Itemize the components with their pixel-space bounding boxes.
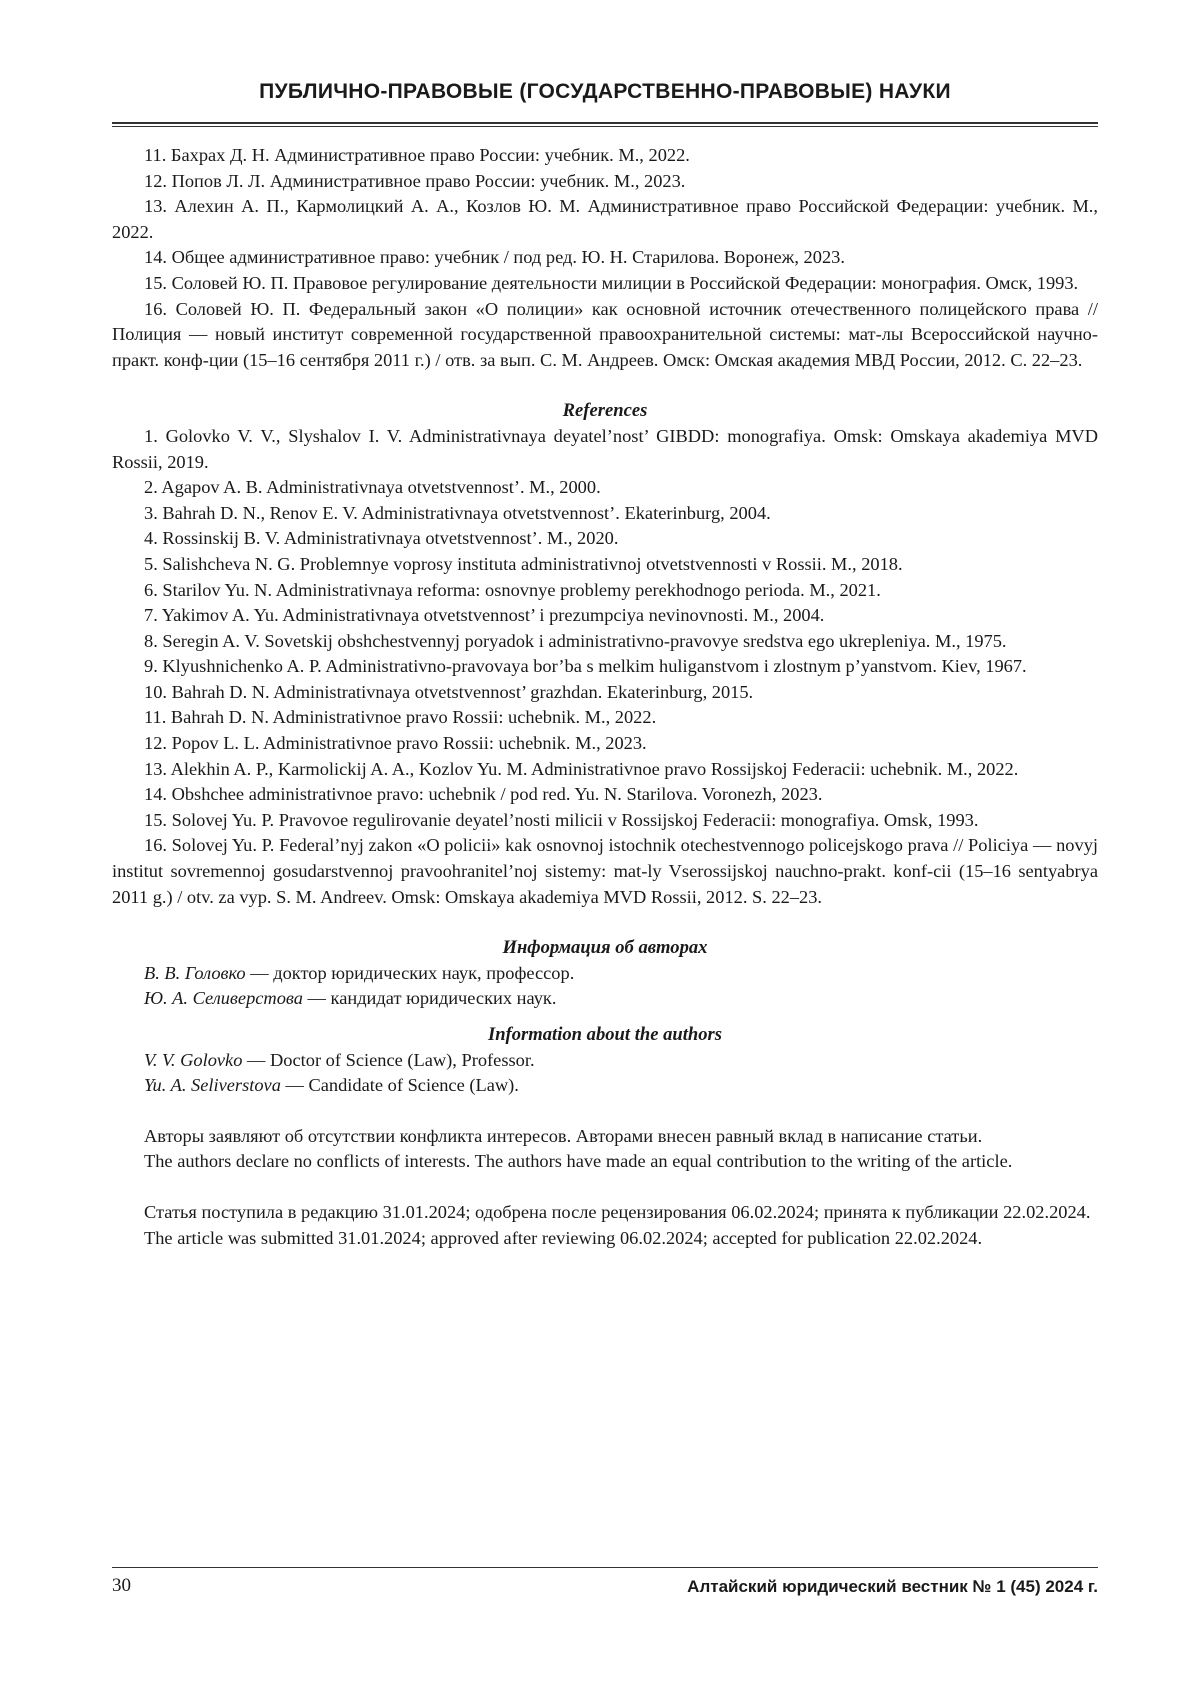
authors-en-heading: Information about the authors bbox=[112, 1022, 1098, 1048]
author-ru-entry bbox=[112, 986, 1098, 1012]
author-name: V. V. Golovko bbox=[144, 1050, 242, 1070]
russian-reference-list bbox=[112, 143, 1098, 373]
reference-item: 13. Alekhin A. P., Karmolickij A. A., Kozlov Yu. M. Administrativnoe pravo Rossijskoj Federacii: uchebnik. M., 2022. bbox=[112, 757, 1098, 783]
reference-item: 16. Соловей Ю. П. Федеральный закон «О полиции» как основной источник отечественного полицейского права // Полиция — новый институт современной государственной правоохранительной системы: мат-лы Всероссийской научно-практ. конф-ции (15–16 сентября 2011 г.) / отв. за вып. С. М. Андреев. Омск: Омская академия МВД России, 2012. С. 22–23. bbox=[112, 297, 1098, 374]
journal-title: Алтайский юридический вестник № 1 (45) 2024 г. bbox=[687, 1577, 1098, 1597]
reference-item: 12. Попов Л. Л. Административное право России: учебник. М., 2023. bbox=[112, 169, 1098, 195]
reference-item: 4. Rossinskij B. V. Administrativnaya otvetstvennost’. M., 2020. bbox=[112, 526, 1098, 552]
references-list bbox=[112, 424, 1098, 910]
reference-item: 11. Bahrah D. N. Administrativnoe pravo Rossii: uchebnik. M., 2022. bbox=[112, 705, 1098, 731]
reference-item: 16. Solovej Yu. P. Federal’nyj zakon «O policii» kak osnovnoj istochnik otechestvennogo policejskogo prava // Policiya — novyj institut sovremennoj gosudarstvennoj pravoohranitel’noj sistemy: mat-ly Vserossijskoj nauchno-prakt. konf-cii (15–16 sentyabrya 2011 g.) / otv. za vyp. S. M. Andreev. Omsk: Omskaya akademiya MVD Rossii, 2012. S. 22–23. bbox=[112, 833, 1098, 910]
reference-item: 14. Obshchee administrativnoe pravo: uchebnik / pod red. Yu. N. Starilova. Voronezh, 2023. bbox=[112, 782, 1098, 808]
conflict-statement-en: The authors declare no conflicts of interests. The authors have made an equal contribution to the writing of the article. bbox=[112, 1149, 1098, 1175]
author-description: — кандидат юридических наук. bbox=[303, 988, 557, 1008]
author-ru-entry bbox=[112, 961, 1098, 987]
author-description: — доктор юридических наук, профессор. bbox=[246, 963, 575, 983]
reference-item: 7. Yakimov A. Yu. Administrativnaya otvetstvennost’ i prezumpciya nevinovnosti. M., 2004. bbox=[112, 603, 1098, 629]
reference-item: 14. Общее административное право: учебник / под ред. Ю. Н. Старилова. Воронеж, 2023. bbox=[112, 245, 1098, 271]
conflict-statement-ru: Авторы заявляют об отсутствии конфликта интересов. Авторами внесен равный вклад в написание статьи. bbox=[112, 1124, 1098, 1150]
submission-dates-ru: Статья поступила в редакцию 31.01.2024; одобрена после рецензирования 06.02.2024; принята к публикации 22.02.2024. bbox=[112, 1200, 1098, 1226]
reference-item: 12. Popov L. L. Administrativnoe pravo Rossii: uchebnik. M., 2023. bbox=[112, 731, 1098, 757]
author-description: — Doctor of Science (Law), Professor. bbox=[242, 1050, 534, 1070]
reference-item: 9. Klyushnichenko A. P. Administrativno-pravovaya bor’ba s melkim huliganstvom i zlostnym p’yanstvom. Kiev, 1967. bbox=[112, 654, 1098, 680]
reference-item: 3. Bahrah D. N., Renov E. V. Administrativnaya otvetstvennost’. Ekaterinburg, 2004. bbox=[112, 501, 1098, 527]
footer-divider bbox=[112, 1567, 1098, 1568]
reference-item: 15. Solovej Yu. P. Pravovoe regulirovanie deyatel’nosti milicii v Rossijskoj Federacii: monografiya. Omsk, 1993. bbox=[112, 808, 1098, 834]
reference-item: 11. Бахрах Д. Н. Административное право России: учебник. М., 2022. bbox=[112, 143, 1098, 169]
author-description: — Candidate of Science (Law). bbox=[281, 1075, 519, 1095]
reference-item: 2. Agapov A. B. Administrativnaya otvetstvennost’. M., 2000. bbox=[112, 475, 1098, 501]
reference-item: 1. Golovko V. V., Slyshalov I. V. Administrativnaya deyatel’nost’ GIBDD: monografiya. Omsk: Omskaya akademiya MVD Rossii, 2019. bbox=[112, 424, 1098, 475]
reference-item: 15. Соловей Ю. П. Правовое регулирование деятельности милиции в Российской Федерации: монография. Омск, 1993. bbox=[112, 271, 1098, 297]
reference-item: 6. Starilov Yu. N. Administrativnaya reforma: osnovnye problemy perekhodnogo perioda. M., 2021. bbox=[112, 578, 1098, 604]
header-divider bbox=[112, 122, 1098, 127]
reference-item: 13. Алехин А. П., Кармолицкий А. А., Козлов Ю. М. Административное право Российской Федерации: учебник. М., 2022. bbox=[112, 194, 1098, 245]
reference-item: 8. Seregin A. V. Sovetskij obshchestvennyj poryadok i administrativno-pravovye sredstva ego ukrepleniya. M., 1975. bbox=[112, 629, 1098, 655]
article-content bbox=[112, 143, 1098, 1251]
reference-item: 5. Salishcheva N. G. Problemnye voprosy instituta administrativnoj otvetstvennosti v Rossii. M., 2018. bbox=[112, 552, 1098, 578]
author-en-entry bbox=[112, 1073, 1098, 1099]
authors-ru-heading: Информация об авторах bbox=[112, 935, 1098, 961]
page-number: 30 bbox=[112, 1575, 131, 1597]
author-name: Ю. А. Селиверстова bbox=[144, 988, 303, 1008]
author-en-entry bbox=[112, 1048, 1098, 1074]
submission-dates-en: The article was submitted 31.01.2024; approved after reviewing 06.02.2024; accepted for publication 22.02.2024. bbox=[112, 1226, 1098, 1252]
author-name: В. В. Головко bbox=[144, 963, 246, 983]
running-header: ПУБЛИЧНО-ПРАВОВЫЕ (ГОСУДАРСТВЕННО-ПРАВОВЫЕ) НАУКИ bbox=[112, 80, 1098, 104]
references-heading: References bbox=[112, 398, 1098, 424]
reference-item: 10. Bahrah D. N. Administrativnaya otvetstvennost’ grazhdan. Ekaterinburg, 2015. bbox=[112, 680, 1098, 706]
author-name: Yu. A. Seliverstova bbox=[144, 1075, 281, 1095]
